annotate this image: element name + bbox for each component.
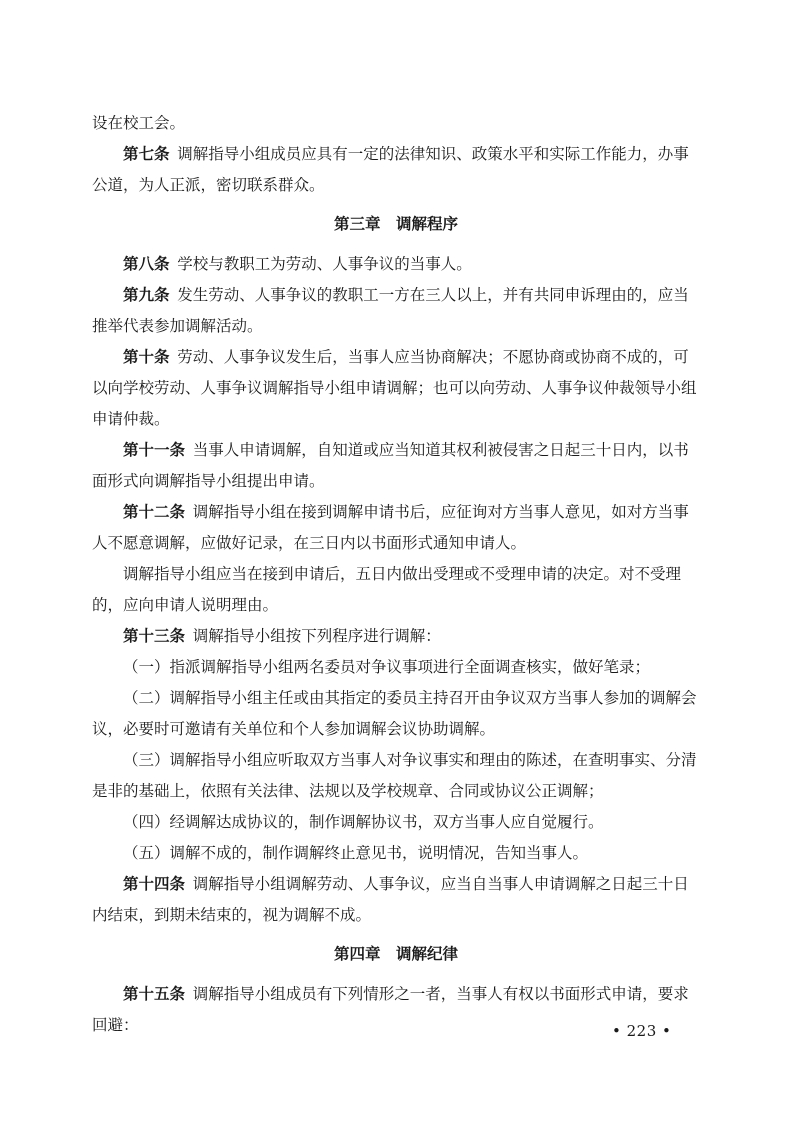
list-item-5: （五）调解不成的，制作调解终止意见书，说明情况，告知当事人。	[123, 844, 589, 862]
article-text: 劳动、人事争议发生后，当事人应当协商解决；不愿协商或协商不成的，可以向学校劳动、人事争议调解指导小组申请调解；也可以向劳动、人事争议仲裁领导小组申请仲裁。	[92, 348, 697, 428]
article-text: 调解指导小组在接到调解申请书后，应征询对方当事人意见，如对方当事人不愿意调解，应做好记录，在三日内以书面形式通知申请人。	[92, 503, 689, 552]
article-label: 第十三条	[123, 627, 186, 645]
article-label: 第八条	[123, 255, 170, 273]
article-label: 第十条	[123, 348, 170, 366]
list-item-3: （三）调解指导小组应听取双方当事人对争议事实和理由的陈述，在查明事实、分清是非的基础上，依照有关法律、法规以及学校规章、合同或协议公正调解；	[92, 751, 697, 800]
article-13	[92, 621, 700, 652]
paragraph-continuation: 设在校工会。	[92, 114, 186, 132]
article-text: 调解指导小组按下列程序进行调解：	[192, 627, 441, 645]
article-10	[92, 342, 700, 435]
article-12	[92, 497, 700, 559]
article-label: 第十五条	[123, 985, 186, 1003]
article-text: 当事人申请调解，自知道或应当知道其权利被侵害之日起三十日内，以书面形式向调解指导小组提出申请。	[92, 441, 689, 490]
article-text: 发生劳动、人事争议的教职工一方在三人以上，并有共同申诉理由的，应当推举代表参加调解活动。	[92, 286, 689, 335]
chapter-3-heading: 第三章 调解程序	[333, 215, 458, 233]
article-7	[92, 139, 700, 201]
article-8	[92, 249, 700, 280]
list-item-2: （二）调解指导小组主任或由其指定的委员主持召开由争议双方当事人参加的调解会议，必要时可邀请有关单位和个人参加调解会议协助调解。	[92, 689, 697, 738]
list-item-4: （四）经调解达成协议的，制作调解协议书，双方当事人应自觉履行。	[123, 813, 604, 831]
list-item-1: （一）指派调解指导小组两名委员对争议事项进行全面调查核实，做好笔录；	[123, 658, 651, 676]
article-12-paragraph-2: 调解指导小组应当在接到申请后，五日内做出受理或不受理申请的决定。对不受理的，应向申请人说明理由。	[92, 565, 682, 614]
chapter-4-heading: 第四章 调解纪律	[333, 945, 458, 963]
article-text: 调解指导小组调解劳动、人事争议，应当自当事人申请调解之日起三十日内结束，到期未结束的，视为调解不成。	[92, 875, 689, 924]
article-14	[92, 869, 700, 931]
page-number: • 223 •	[612, 1022, 672, 1040]
article-text: 学校与教职工为劳动、人事争议的当事人。	[177, 255, 472, 273]
article-label: 第十一条	[123, 441, 186, 459]
article-label: 第七条	[123, 145, 170, 163]
article-label: 第十二条	[123, 503, 186, 521]
document-body	[92, 108, 700, 1041]
article-label: 第十四条	[123, 875, 186, 893]
article-text: 调解指导小组成员有下列情形之一者，当事人有权以书面形式申请，要求回避：	[92, 985, 689, 1034]
article-11	[92, 435, 700, 497]
article-15	[92, 979, 700, 1041]
article-9	[92, 280, 700, 342]
article-label: 第九条	[123, 286, 170, 304]
article-text: 调解指导小组成员应具有一定的法律知识、政策水平和实际工作能力，办事公道，为人正派，密切联系群众。	[92, 145, 689, 194]
